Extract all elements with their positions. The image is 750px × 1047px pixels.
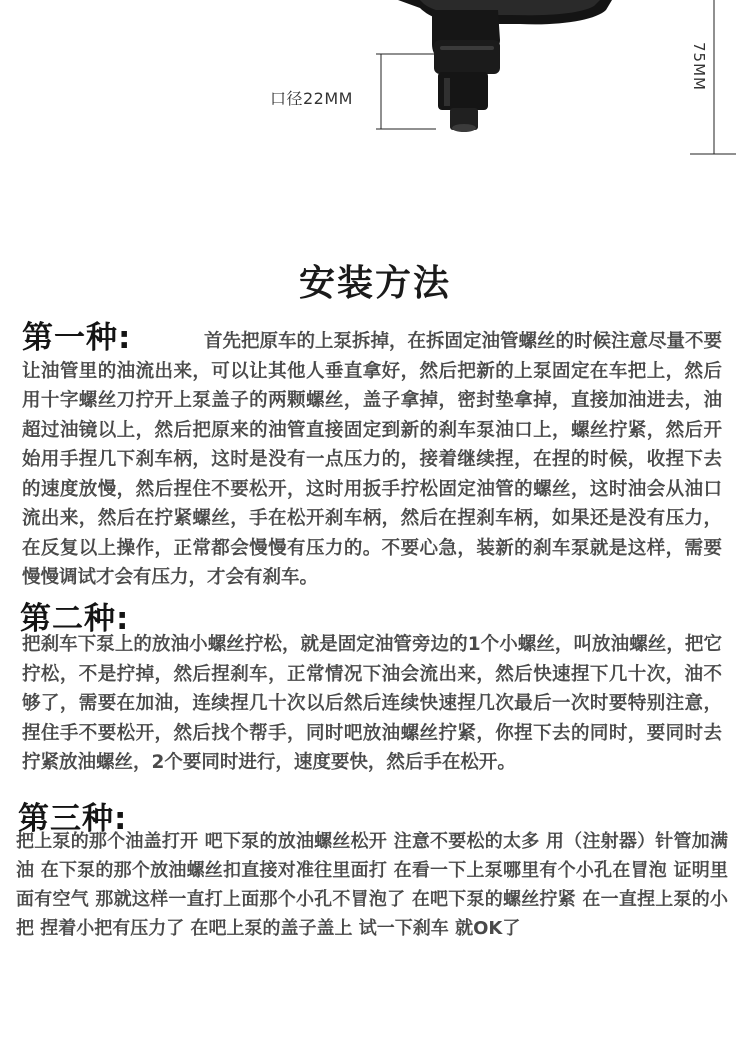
method-2-heading: 第二种:: [20, 601, 130, 637]
brake-pump-drawing: [0, 0, 750, 170]
page-title: 安装方法: [298, 263, 451, 304]
method-1-text-block: [22, 327, 722, 593]
height-size-label: 75MM: [690, 42, 708, 91]
bore-size-label: 口径22MM: [270, 89, 353, 108]
method-2-text: 把刹车下泵上的放油小螺丝拧松，就是固定油管旁边的1个小螺丝，叫放油螺丝，把它拧松，不是拧掉，然后捏刹车，正常情况下油会流出来，然后快速捏下几十次，油不够了，需要在加油，连续捏几十次以后然后连续快速捏几次最后一次时要特别注意，捏住手不要松开，然后找个帮手，同时吧放油螺丝拧紧，你捏下去的同时，要同时去拧紧放油螺丝，2个要同时进行，速度要快，然后手在松开。: [22, 634, 722, 773]
method-2-text-block: [22, 630, 722, 778]
product-figure: [0, 0, 750, 170]
method-1-heading: 第一种:: [22, 320, 132, 356]
method-3-text: 把上泵的那个油盖打开 吧下泵的放油螺丝松开 注意不要松的太多 用（注射器）针管加满油 在下泵的那个放油螺丝扣直接对准往里面打 在看一下上泵哪里有个小孔在冒泡 证明里面有空气 那就这样一直打上面那个小孔不冒泡了 在吧下泵的螺丝拧紧 在一直捏上泵的小把 捏着小把有压力了 在吧上泵的盖子盖上 试一下刹车 就OK了: [16, 831, 728, 939]
banjo-fitting: [434, 40, 500, 74]
method-3-heading: 第三种:: [18, 801, 128, 837]
method-3-text-block: [16, 827, 728, 943]
method-1-text: 首先把原车的上泵拆掉，在拆固定油管螺丝的时候注意尽量不要让油管里的油流出来，可以让其他人垂直拿好，然后把新的上泵固定在车把上，然后用十字螺丝刀拧开上泵盖子的两颗螺丝，盖子拿掉，密封垫拿掉，直接加油进去，油超过油镜以上，然后把原来的油管直接固定到新的刹车泵油口上，螺丝拧紧，然后开始用手捏几下刹车柄，这时是没有一点压力的，接着继续捏，在捏的时候，收捏下去的速度放慢，然后捏住不要松开，这时用扳手拧松固定油管的螺丝，这时油会从油口流出来，然后在拧紧螺丝，手在松开刹车柄，然后在捏刹车柄，如果还是没有压力，在反复以上操作，正常都会慢慢有压力的。不要心急，装新的刹车泵就是这样，需要慢慢调试才会有压力，才会有刹车。: [22, 331, 723, 588]
